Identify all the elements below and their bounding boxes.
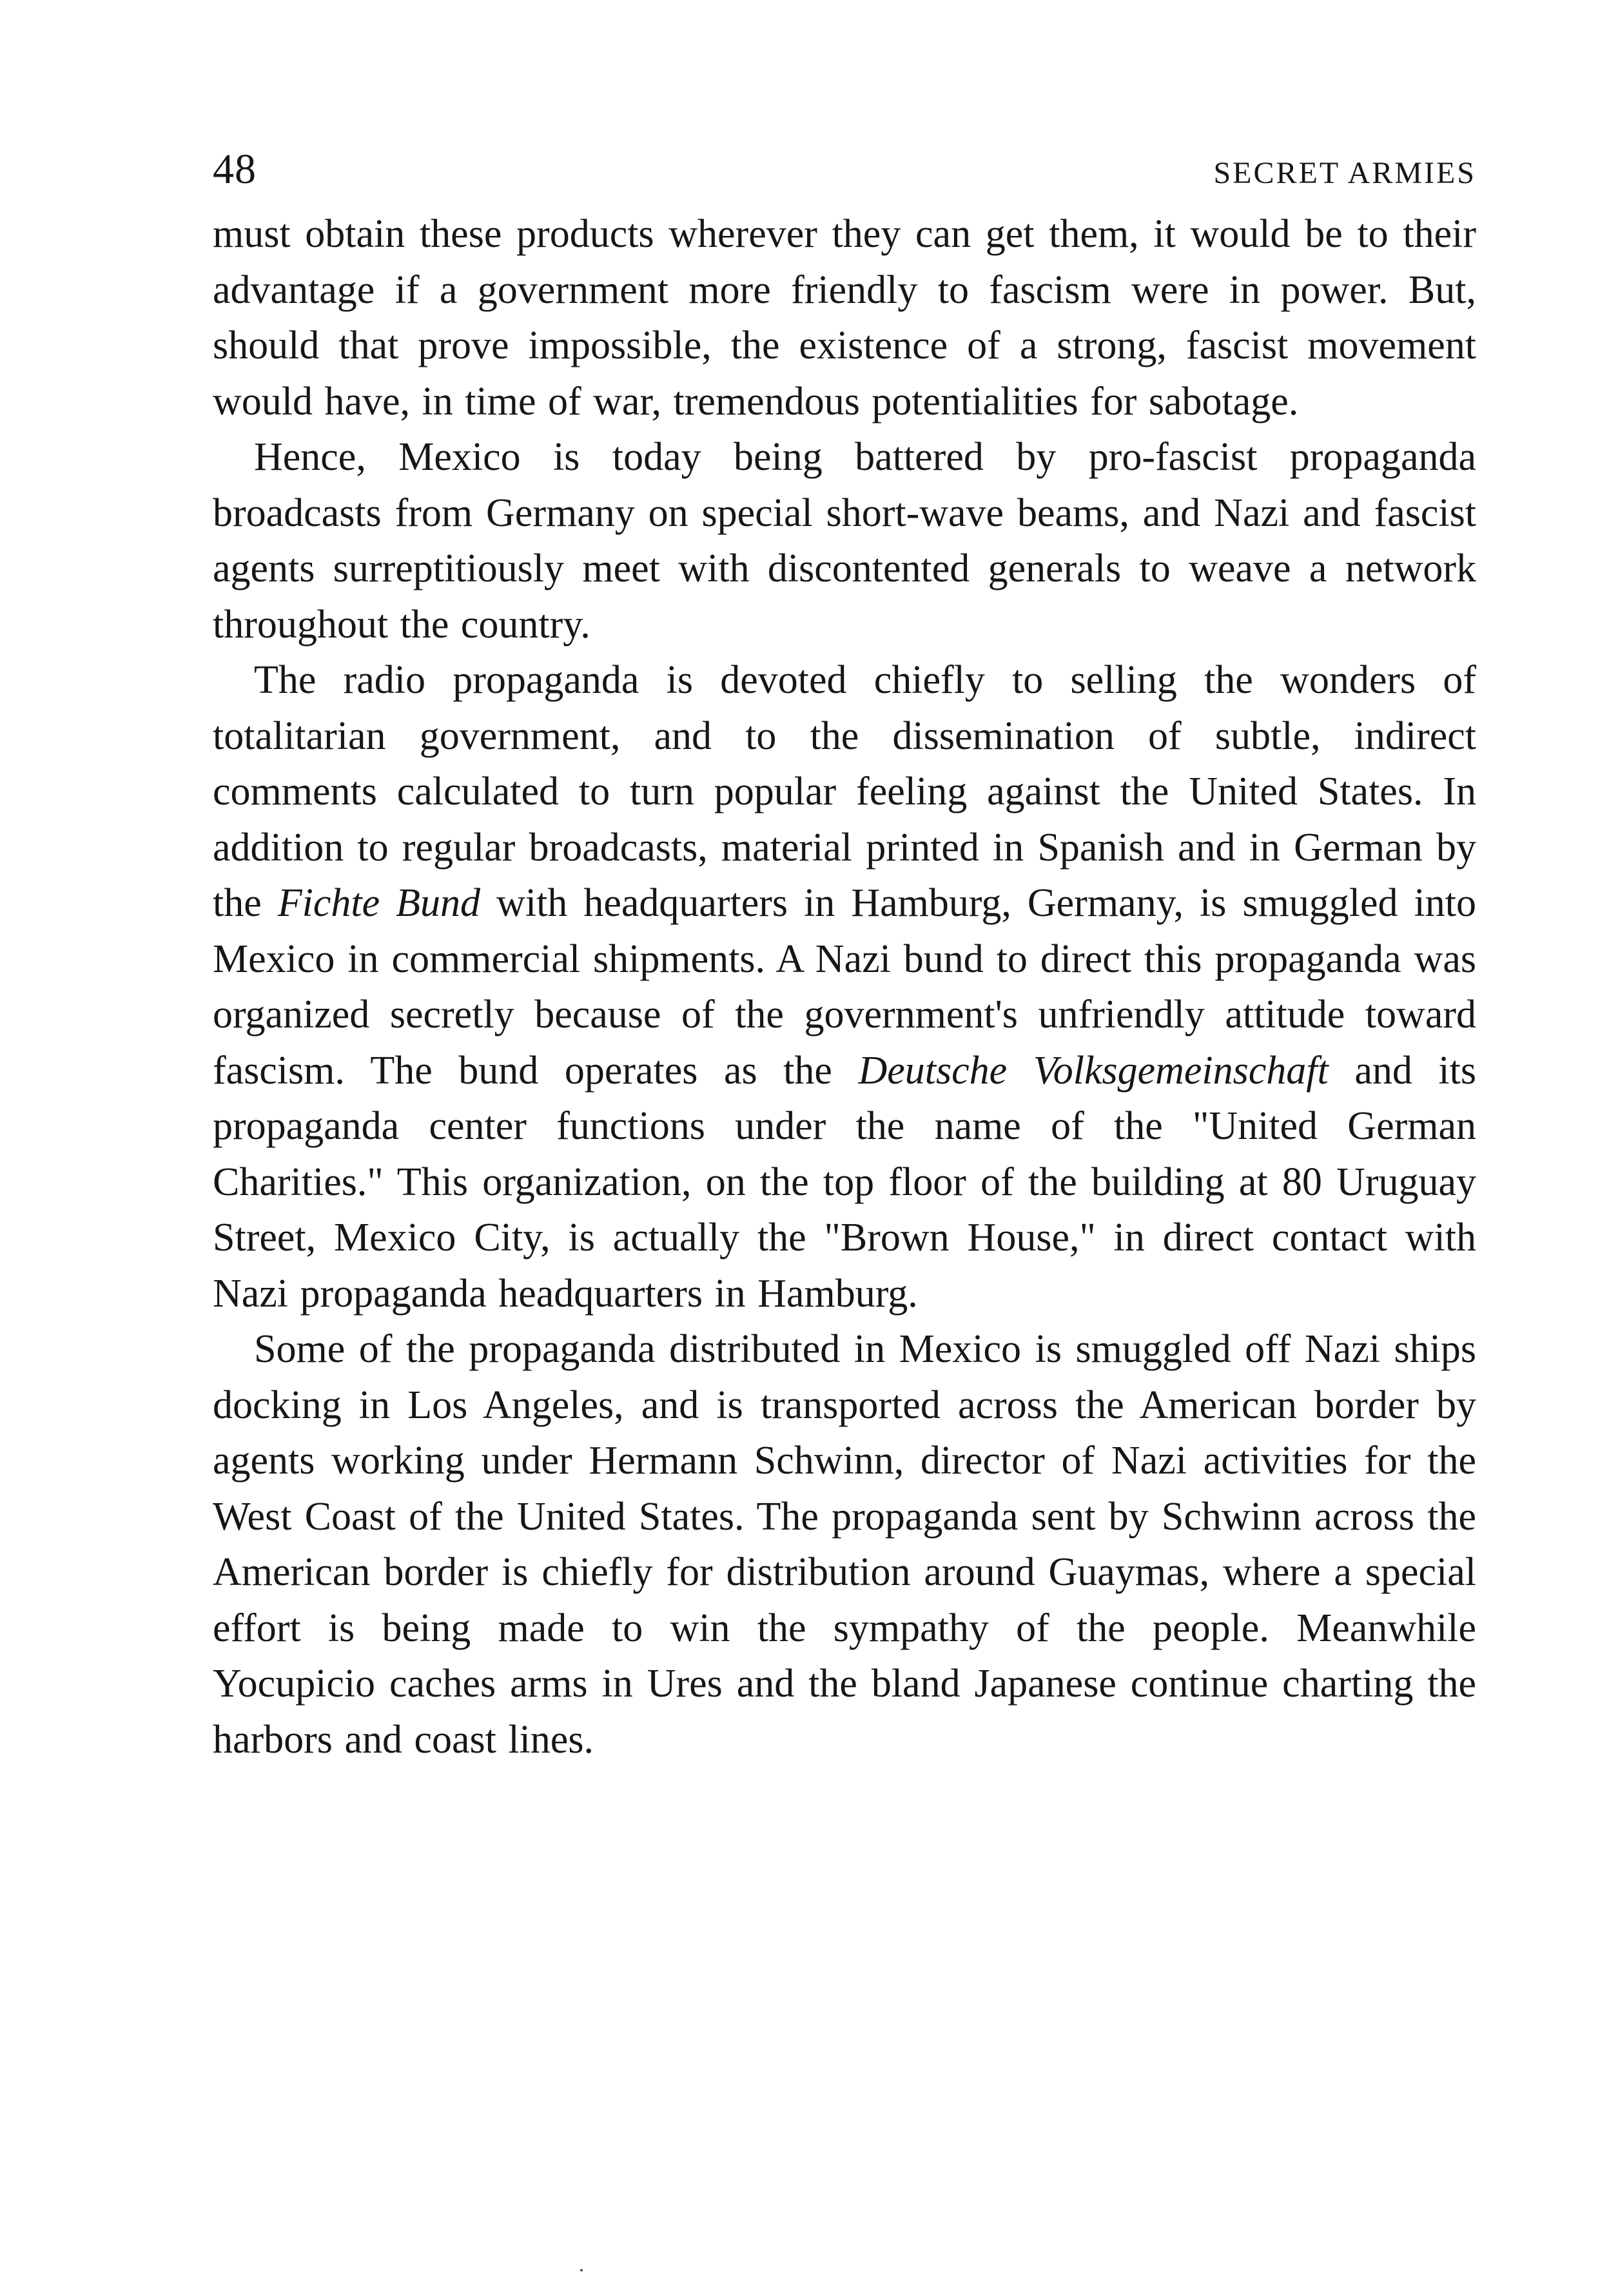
paragraph-3-text-c: and its propaganda center functions under the name of the "United German Charities." This organization, on the top floor of the building at 80 Uruguay Street, Mexico City, is actually the "Brown House," in direct contact with Nazi propaganda headquarters in Hamburg. [213,1048,1476,1316]
paragraph-3 [213,652,1476,1321]
deutsche-volksgemeinschaft-italic: Deutsche Volksgemeinschaft [858,1048,1329,1093]
fichte-bund-italic: Fichte Bund [277,881,481,925]
paragraph-3-text-a: The radio propaganda is devoted chiefly to selling the wonders of totalitarian government, and to the dissemination of subtle, indirect comments calculated to turn popular feeling against the United States. In addition to regular broadcasts, material printed in Spanish and in German by the [213,658,1476,925]
paragraph-4: Some of the propaganda distributed in Mexico is smuggled off Nazi ships docking in Los Angeles, and is transported across the American border by agents working under Hermann Schwinn, director of Nazi activities for the West Coast of the United States. The propaganda sent by Schwinn across the American border is chiefly for distribution around Guaymas, where a special effort is being made to win the sympathy of the people. Meanwhile Yocupicio caches arms in Ures and the bland Japanese continue charting the harbors and coast lines. [213,1327,1476,1762]
running-head [213,129,1476,206]
paragraph-3-text-b: with headquarters in Hamburg, Germany, is smuggled into Mexico in commercial shipments. A Nazi bund to direct this propaganda was organized secretly because of the government's unfriendly attitude toward fascism. The bund operates as the [213,881,1477,1093]
page-number: 48 [213,146,257,193]
paragraph-2: Hence, Mexico is today being battered by pro-fascist propaganda broadcasts from Germany on special short-wave beams, and Nazi and fascist agents surreptitiously meet with discontented generals to weave a network throughout the country. [213,435,1476,647]
running-title: SECRET ARMIES [1213,156,1476,190]
print-speck [580,2269,583,2272]
book-page [213,129,1476,1767]
paragraph-1: must obtain these products wherever they can get them, it would be to their advantage if a government more friendly to fascism were in power. But, should that prove impossible, the existence of a strong, fascist movement would have, in time of war, tremendous potentialities for sabotage. [213,212,1476,423]
